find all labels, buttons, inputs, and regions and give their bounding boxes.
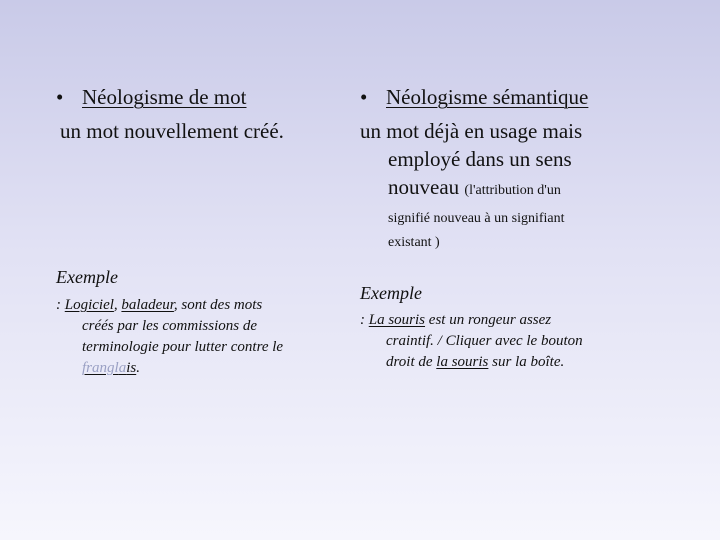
word-la-souris-1: La souris bbox=[368, 312, 426, 328]
right-description bbox=[360, 117, 650, 255]
right-example-line-1 bbox=[360, 310, 660, 331]
left-example-prefix: : bbox=[56, 297, 61, 313]
right-example-prefix: : bbox=[360, 312, 365, 328]
word-la-souris-2: la souris bbox=[436, 354, 489, 370]
right-description-nouveau: nouveau bbox=[388, 175, 460, 199]
left-bullet-heading bbox=[56, 83, 246, 111]
right-bullet-heading bbox=[360, 83, 588, 111]
right-description-line-3 bbox=[360, 173, 650, 205]
right-example-rest: est un rongeur assez bbox=[425, 312, 552, 328]
franglais-part-3: is bbox=[126, 360, 137, 376]
right-description-line-2: employé dans un sens bbox=[388, 147, 572, 171]
right-example-line-2: craintif. / Cliquer avec le bouton bbox=[386, 333, 583, 349]
right-description-small-b: signifié nouveau à un signifiant bbox=[388, 211, 565, 226]
left-example-label: Exemple bbox=[56, 267, 118, 287]
right-description-small-a: (l'attribution d'un bbox=[464, 183, 561, 198]
left-example-rest: , sont des mots bbox=[173, 297, 263, 313]
right-example-line-3b: sur la boîte. bbox=[488, 354, 565, 370]
right-example-text bbox=[360, 310, 660, 373]
left-example-text bbox=[56, 295, 356, 379]
right-example-label: Exemple bbox=[360, 283, 422, 303]
franglais-part-1: frangl bbox=[82, 360, 119, 376]
right-description-small-c: existant ) bbox=[388, 235, 440, 250]
left-bullet-icon: • bbox=[56, 85, 64, 109]
right-example-line-3a: droit de bbox=[386, 354, 437, 370]
right-description-line-1: un mot déjà en usage mais bbox=[360, 119, 583, 143]
left-example-line-3: terminologie pour lutter contre le bbox=[82, 339, 284, 355]
word-baladeur: baladeur bbox=[121, 297, 174, 313]
right-title: Néologisme sémantique bbox=[386, 85, 589, 109]
franglais-part-2: a bbox=[118, 360, 127, 376]
left-title: Néologisme de mot bbox=[82, 85, 247, 109]
left-example-line-2: créés par les commissions de bbox=[82, 318, 257, 334]
left-description: un mot nouvellement créé. bbox=[60, 119, 284, 143]
left-example-end: . bbox=[136, 360, 140, 376]
left-example-sep: , bbox=[113, 297, 118, 313]
right-example-line-3 bbox=[360, 352, 660, 373]
word-logiciel: Logiciel bbox=[64, 297, 114, 313]
left-example-line-1 bbox=[56, 295, 356, 316]
left-example-line-4 bbox=[56, 358, 356, 379]
word-franglais bbox=[82, 360, 136, 376]
right-bullet-icon: • bbox=[360, 85, 368, 109]
